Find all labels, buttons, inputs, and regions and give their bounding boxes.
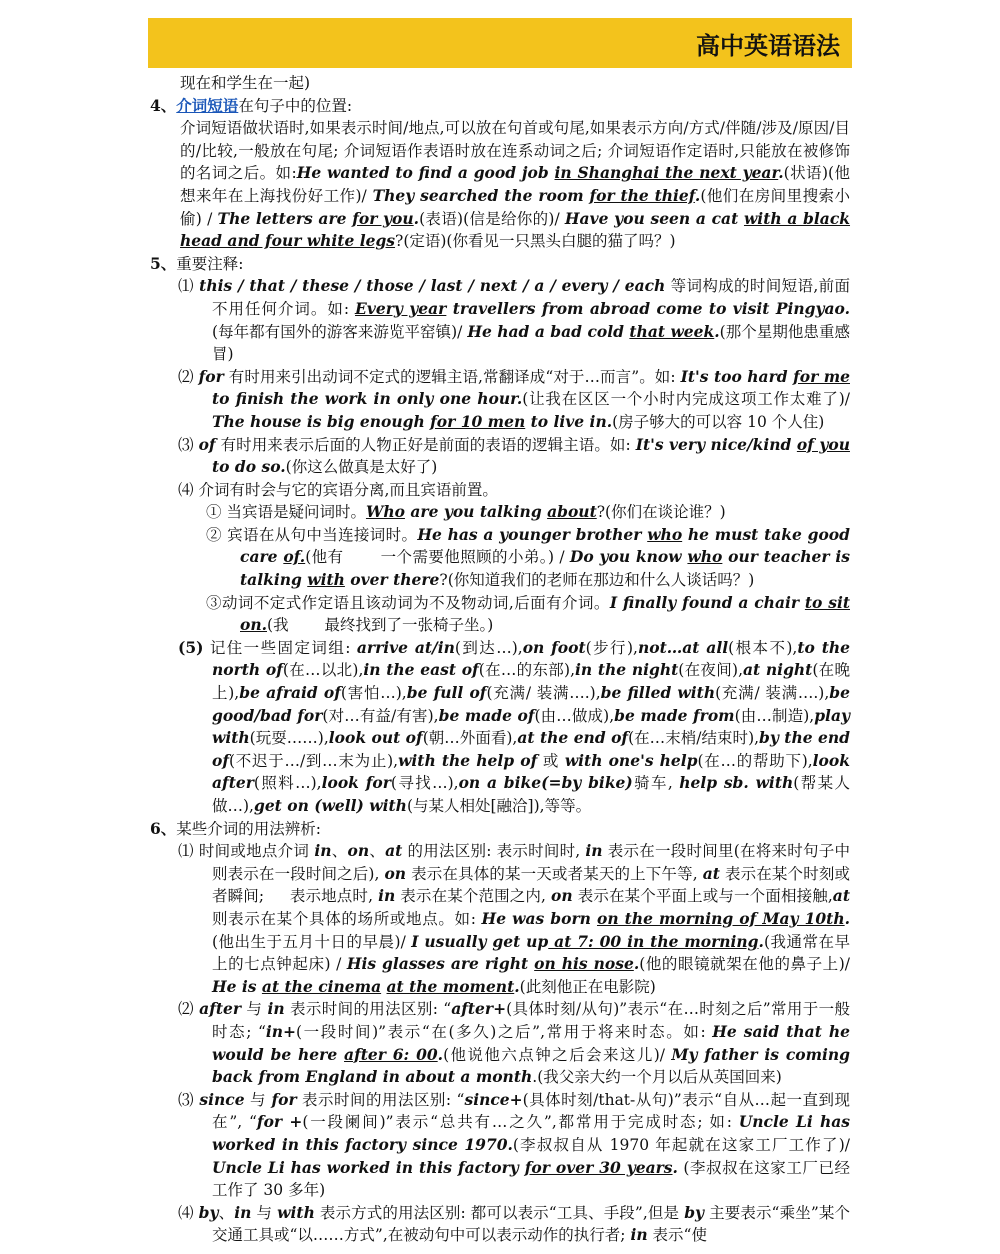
fixed-phrase: look out of	[328, 728, 423, 748]
fixed-phrase-gloss: (在…的东部),	[478, 661, 576, 680]
fixed-phrase-gloss: (充满/ 装满….),	[715, 684, 830, 703]
fixed-phrase: get on (well) with	[253, 796, 407, 815]
fixed-phrase-gloss: (对…有益/有害),	[322, 706, 439, 725]
fixed-phrase: with one's help	[564, 750, 698, 770]
fixed-phrase-gloss: (在晚上),	[212, 661, 850, 703]
fixed-phrase: help sb. with	[679, 773, 794, 793]
fixed-phrase: be afraid of	[239, 683, 341, 703]
section-6-item-4: ⑷ by、in 与 with 表示方式的用法区别: 都可以表示“工具、手段”,但是 by 主要表示“乘坐”某个交通工具或“以……方式”,在被动句中可以表示动作的执行者; in 表示“使	[178, 1202, 850, 1245]
document-body	[150, 72, 850, 1247]
section-6-item-2: ⑵ after 与 in 表示时间的用法区别: “after+(具体时刻/从句)”表示“在…时刻之后”常用于一般时态; “in+(一段时间)”表示“在(多久)之后”,常用于将来时态。如: He said that he would be here after 6: 00.(他说他六点钟之后会来这儿)/ My father is coming back from England in about a month.(我父亲大约一个月以后从英国回来)	[178, 999, 850, 1087]
fixed-phrase: arrive at/in	[356, 637, 455, 657]
section-5-item-2: ⑵ for 有时用来引出动词不定式的逻辑主语,常翻译成“对于…而言”。如: It's too hard for me to finish the work in only one hour.(让我在区区一个小时内完成这项工作太难了)/ The house is big enough for 10 men to live in.(房子够大的可以容 10 个人住)	[178, 366, 850, 431]
fixed-phrase: look for	[321, 773, 391, 793]
fixed-phrase-gloss: 骑车,	[632, 774, 680, 793]
fixed-phrase-gloss: (不迟于…/到…末为止),	[229, 751, 399, 770]
section-6-item-3: ⑶ since 与 for 表示时间的用法区别: “since+(具体时刻/that-从句)”表示“自从…起一直到现在”, “for +(一段阑间)”表示“总共有…之久”,都常用于完成时态; 如: Uncle Li has worked in this factory since 1970.(李叔叔自从 1970 年起就在这家工厂工作了)/ Uncle Li has worked in this factory for over 30 years. (李叔叔在这家工厂已经工作了 30 多年)	[178, 1089, 851, 1200]
section-5-item-4c: ③动词不定式作定语且该动词为不及物动词,后面有介词。I finally found a chair to sit on.(我 最终找到了一张椅子坐。)	[206, 592, 850, 635]
section-5-item-4a: ① 当宾语是疑问词时。Who are you talking about?(你们在谈论谁？)	[206, 502, 726, 522]
fixed-phrase: in the night	[575, 660, 679, 680]
section-5-title: 5、重要注释:	[150, 253, 244, 273]
section-6-item-1: ⑴ 时间或地点介词 in、on、at 的用法区别: 表示时间时, in 表示在一段时间里(在将来时句子中则表示在一段时间之后), on 表示在具体的某一天或者某天的上下午等, at 表示在某个时刻或者瞬间; 表示地点时, in 表示在某个范围之内, on 表示在某个平面上或与一个面相接触,at 则表示在某个具体的场所或地点。如: He was born on the morning of May 10th.(他出生于五月十日的早晨)/ I usually get up at 7: 00 in the morning.(我通常在早上的七点钟起床) / His glasses are right on his nose.(他的眼镜就架在他的鼻子上)/ He is at the cinema at the moment.(此刻他正在电影院)	[178, 841, 851, 996]
grammar-term-link[interactable]: 介词短语	[176, 95, 239, 115]
fixed-phrase: at the end of	[517, 728, 629, 748]
section-5-item-5: (5) 记住一些固定词组: arrive at/in(到达…),on foot(步行),not…at all(根本不),to the north of(在…以北),in the east of(在…的东部),in the night(在夜间),at night(在晚上),be afraid of(害怕…),be full of(充满/ 装满….),be filled with(充满/ 装满….),be good/bad for(对…有益/有害),be made of(由…做成),be made from(由…制造),play with(玩耍……),look out of(朝…外面看),at the end of(在…末梢/结束时),by the end of(不迟于…/到…末为止),with the help of 或 with one's help(在…的帮助下),look after(照料…),look for(寻找…),on a bike(=by bike)骑车, help sb. with(帮某人做…),get on (well) with(与某人相处[融洽]),等等。	[178, 637, 850, 815]
intro-tail: 现在和学生在一起)	[180, 74, 311, 92]
fixed-phrase-gloss: (在…末梢/结束时),	[628, 729, 760, 748]
fixed-phrase: by the end of	[212, 728, 850, 770]
fixed-phrase: on foot	[522, 637, 586, 657]
fixed-phrase-gloss: (在…的帮助下),	[697, 751, 813, 770]
section-4-body: 介词短语做状语时,如果表示时间/地点,可以放在句首或句尾,如果表示方向/方式/伴随/涉及/原因/目的/比较,一般放在句尾; 介词短语作表语时放在连系动词之后; 介词短语作定语时,只能放在被修饰的名词之后。如:He wanted to find a good job in Shanghai the next year.(状语)(他想来年在上海找份好工作)/ They searched the room for the thief.(他们在房间里搜索小偷) / The letters are for you.(表语)(信是给你的)/ Have you seen a cat with a black head and four white legs?(定语)(你看见一只黑头白腿的猫了吗？)	[180, 119, 851, 251]
section-5-item-3: ⑶ of 有时用来表示后面的人物正好是前面的表语的逻辑主语。如: It's very nice/kind of you to do so.(你这么做真是太好了)	[178, 434, 850, 477]
fixed-phrase-gloss: (到达…),	[454, 638, 523, 657]
fixed-phrase-gloss: (在夜间),	[678, 661, 744, 680]
fixed-phrase: be made from	[614, 705, 735, 725]
fixed-phrase: be good/bad for	[212, 683, 850, 725]
section-5-item-4: ⑷ 介词有时会与它的宾语分离,而且宾语前置。	[178, 480, 498, 499]
header-bar	[148, 18, 852, 68]
fixed-phrase: be made of	[438, 705, 535, 725]
fixed-phrase: play with	[212, 705, 850, 748]
fixed-phrase-gloss: (在…以北),	[282, 661, 364, 680]
header-title: 高中英语语法	[696, 32, 840, 60]
fixed-phrase: on a bike(=by bike)	[458, 773, 633, 793]
fixed-phrase: not…at all	[637, 637, 729, 657]
fixed-phrase: look after	[212, 750, 850, 793]
section-5-item-1: ⑴ this / that / these / those / last / next / a / every / each 等词构成的时间短语,前面不用任何介词。如: Every year travellers from abroad come to visit Pingyao.(每年都有国外的游客来游览平窑镇)/ He had a bad cold that week.(那个星期他患重感冒)	[178, 276, 851, 364]
fixed-phrase-gloss: (由…制造),	[734, 706, 815, 725]
fixed-phrase-gloss: (步行),	[585, 638, 638, 657]
fixed-phrase-gloss: (由…做成),	[534, 706, 615, 725]
fixed-phrase-gloss: (充满/ 装满….),	[486, 684, 601, 703]
fixed-phrase-gloss: (害怕…),	[340, 684, 407, 703]
section-5-item-4b: ② 宾语在从句中当连接词时。He has a younger brother who he must take good care of.(他有 一个需要他照顾的小弟。) / Do you know who our teacher is talking with over there?(你知道我们的老师在那边和什么人谈话吗？)	[206, 524, 850, 590]
fixed-phrase-gloss: (与某人相处[融洽]),等等。	[406, 797, 592, 815]
fixed-phrase: with the help of	[398, 750, 538, 770]
fixed-phrase-list	[212, 639, 850, 815]
fixed-phrase: be full of	[406, 683, 487, 703]
fixed-phrase-gloss: 或	[537, 751, 565, 770]
fixed-phrase: in the east of	[363, 660, 479, 680]
fixed-phrase-gloss: (寻找…),	[390, 774, 459, 793]
fixed-phrase: be filled with	[600, 683, 716, 703]
fixed-phrase-gloss: (朝…外面看),	[422, 729, 518, 748]
fixed-phrase-gloss: (玩耍……),	[249, 729, 329, 748]
fixed-phrase-gloss: (照料…),	[253, 774, 322, 793]
fixed-phrase: to the north of	[212, 637, 850, 680]
section-6-title: 6、某些介词的用法辨析:	[150, 818, 322, 838]
fixed-phrase: at night	[743, 660, 813, 680]
fixed-phrase-gloss: (帮某人做…),	[212, 774, 850, 815]
fixed-phrase-gloss: (根本不),	[728, 638, 798, 657]
section-4-title: 4、介词短语在句子中的位置:	[150, 95, 353, 115]
